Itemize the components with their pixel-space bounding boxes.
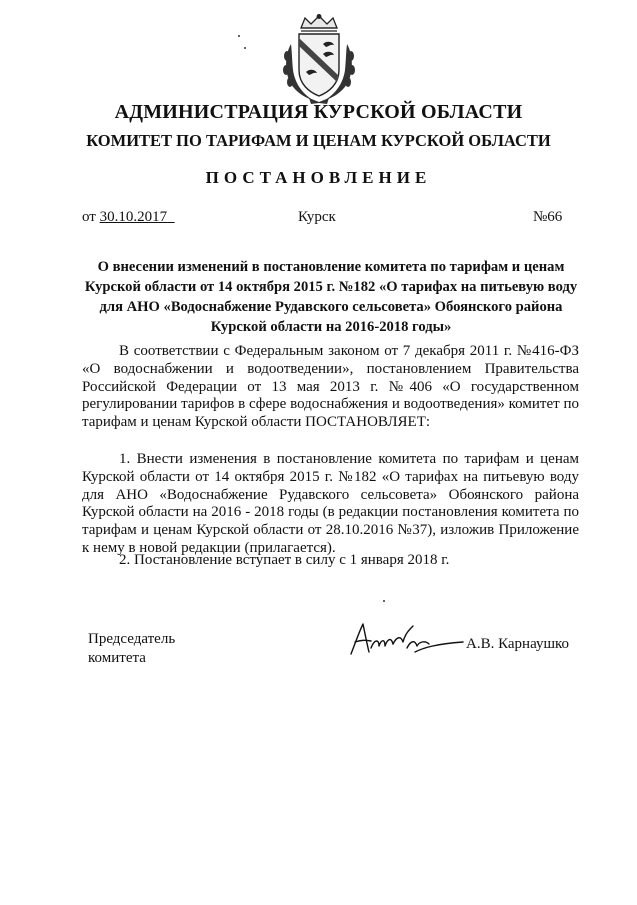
committee-name: КОМИТЕТ ПО ТАРИФАМ И ЦЕНАМ КУРСКОЙ ОБЛАСТИ [86, 131, 551, 150]
date-prefix: от [82, 209, 96, 225]
scan-speck [238, 35, 240, 37]
signatory-title-line1: Председатель [88, 631, 176, 647]
clause-1-paragraph: 1. Внести изменения в постановление комитета по тарифам и ценам Курской области от 14 октября 2015 г. №182 «О тарифах на питьевую воду для АНО «Водоснабжение Рудавского сельсовета» Обоянского района Курской области на 2016 - 2018 годы (в редакции постановления комитета по тарифам и ценам Курской области от 28.10.2016 №37), изложив Приложение к нему в новой редакции (прилагается). [82, 451, 579, 556]
organization-name: АДМИНИСТРАЦИЯ КУРСКОЙ ОБЛАСТИ [114, 101, 523, 123]
signatory-title [88, 630, 175, 668]
document-number: №66 [533, 209, 563, 225]
coat-of-arms-emblem [279, 14, 359, 106]
handwritten-signature [345, 614, 465, 662]
scan-speck [383, 600, 385, 602]
document-subject: О внесении изменений в постановление комитета по тарифам и ценам Курской области от 14 октября 2015 г. №182 «О тарифах на питьевую воду для АНО «Водоснабжение Рудавского сельсовета» Обоянского района Курской области на 2016-2018 годы» [84, 259, 578, 335]
preamble-paragraph: В соответствии с Федеральным законом от 7 декабря 2011 г. №416-ФЗ «О водоснабжении и водоотведении», постановлением Правительства Российской Федерации от 13 мая 2013 г. №406 «О государственном регулировании тарифов в сфере водоснабжения и водоотведения» комитет по тарифам и ценам Курской области ПОСТАНОВЛЯЕТ: [82, 343, 579, 431]
clause-2-paragraph: 2. Постановление вступает в силу с 1 января 2018 г. [119, 552, 450, 568]
scan-speck [244, 47, 246, 49]
signatory-title-line2: комитета [88, 650, 146, 666]
document-date [82, 209, 175, 226]
date-value: 30.10.2017 [99, 209, 168, 225]
signatory-name: А.В. Карнаушко [466, 636, 570, 652]
document-type: ПОСТАНОВЛЕНИЕ [205, 168, 432, 187]
document-city: Курск [298, 209, 336, 225]
